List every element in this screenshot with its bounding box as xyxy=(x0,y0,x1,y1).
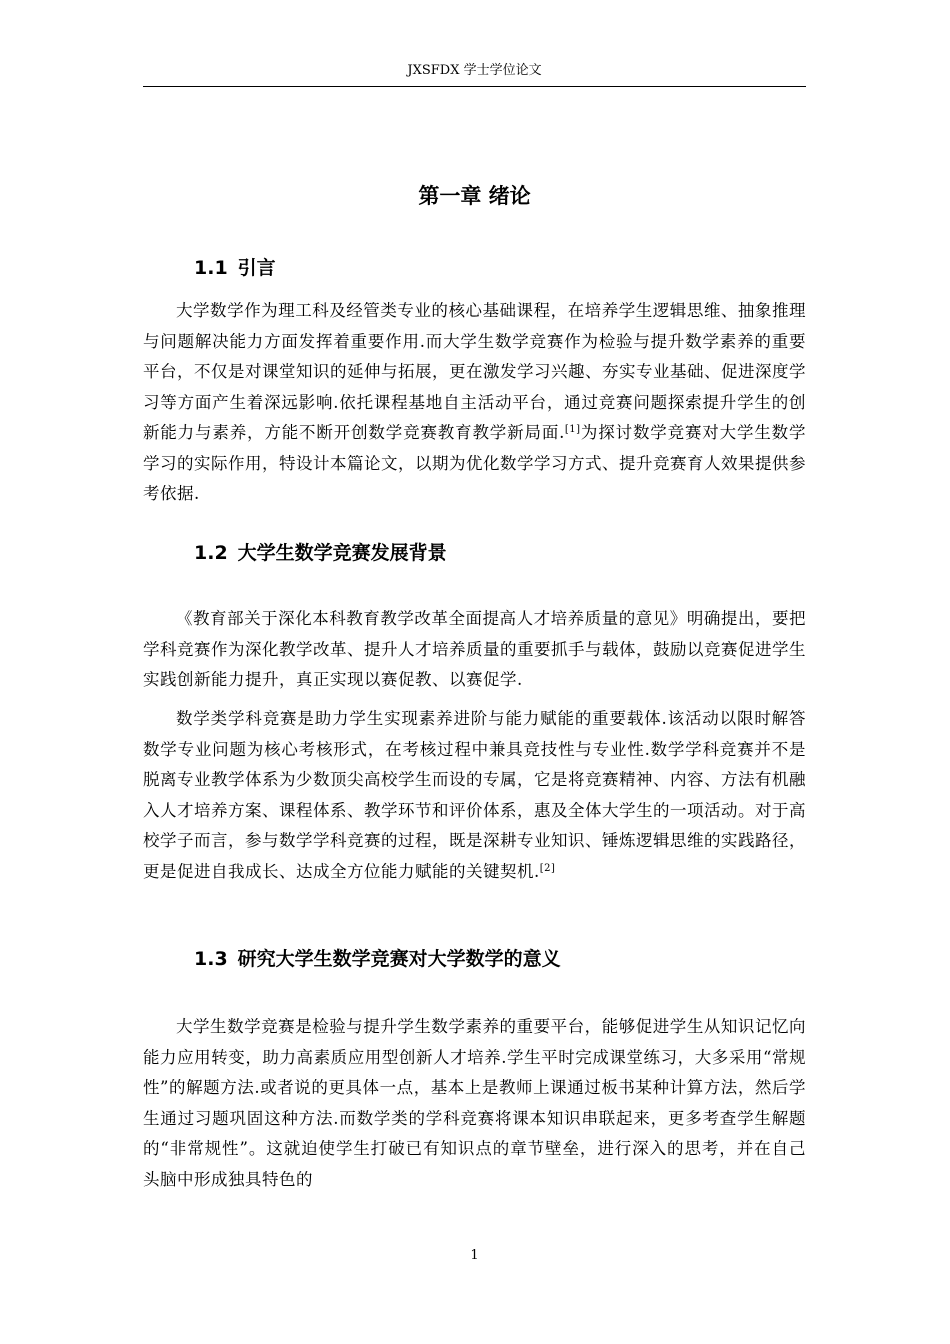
paragraph-text: 大学生数学竞赛是检验与提升学生数学素养的重要平台，能够促进学生从知识记忆向能力应用转变，助力高素质应用型创新人才培养.学生平时完成课堂练习，大多采用“常规性”的解题方法.或者说的更具体一点，基本上是教师上课通过板书某种计算方法，然后学生通过习题巩固这种方法.而数学类的学科竞赛将课本知识串联起来，更多考查学生解题的“非常规性”。这就迫使学生打破已有知识点的章节壁垒，进行深入的思考，并在自己头脑中形成独具特色的 xyxy=(143,1017,806,1189)
paragraph-text: 《教育部关于深化本科教育教学改革全面提高人才培养质量的意见》明确提出，要把学科竞赛作为深化教学改革、提升人才培养质量的重要抓手与载体，鼓励以竞赛促进学生实践创新能力提升，真正实现以赛促教、以赛促学. xyxy=(143,609,806,689)
section-heading-1-1 xyxy=(194,254,276,282)
paragraph-intro xyxy=(143,296,806,510)
section-number: 1.1 xyxy=(194,257,228,279)
paragraph-text-tail: 为探讨数学竞赛对大学生数学学习的实际作用，特设计本篇论文，以期为优化数学学习方式、提升竞赛育人效果提供参考依据. xyxy=(143,423,806,503)
paragraph-background-1 xyxy=(143,604,806,696)
citation-marker: [1] xyxy=(564,424,581,435)
page-number: 1 xyxy=(470,1248,479,1263)
paragraph-significance xyxy=(143,1012,806,1195)
section-title: 研究大学生数学竞赛对大学数学的意义 xyxy=(237,948,561,970)
citation-marker: [2] xyxy=(539,862,556,874)
section-number: 1.3 xyxy=(194,948,228,970)
section-heading-1-3 xyxy=(194,945,561,973)
section-title: 引言 xyxy=(237,257,276,279)
paragraph-text: 大学数学作为理工科及经管类专业的核心基础课程，在培养学生逻辑思维、抽象推理与问题解决能力方面发挥着重要作用.而大学生数学竞赛作为检验与提升数学素养的重要平台，不仅是对课堂知识的延伸与拓展，更在激发学习兴趣、夯实专业基础、促进深度学习等方面产生着深远影响.依托课程基地自主活动平台，通过竞赛问题探索提升学生的创新能力与素养，方能不断开创数学竞赛教育教学新局面. xyxy=(143,301,806,442)
header-rule xyxy=(143,86,806,87)
paragraph-text: 数学类学科竞赛是助力学生实现素养进阶与能力赋能的重要载体.该活动以限时解答数学专业问题为核心考核形式，在考核过程中兼具竞技性与专业性.数学学科竞赛并不是脱离专业教学体系为少数顶尖高校学生而设的专属，它是将竞赛精神、内容、方法有机融入人才培养方案、课程体系、教学环节和评价体系，惠及全体大学生的一项活动。对于高校学子而言，参与数学学科竞赛的过程，既是深耕专业知识、锤炼逻辑思维的实践路径，更是促进自我成长、达成全方位能力赋能的关键契机. xyxy=(143,709,806,881)
paragraph-background-2 xyxy=(143,704,806,887)
section-title: 大学生数学竞赛发展背景 xyxy=(237,542,447,564)
chapter-title: 第一章 绪论 xyxy=(418,184,531,208)
section-number: 1.2 xyxy=(194,542,228,564)
section-heading-1-2 xyxy=(194,539,447,567)
running-header: JXSFDX 学士学位论文 xyxy=(407,63,542,78)
